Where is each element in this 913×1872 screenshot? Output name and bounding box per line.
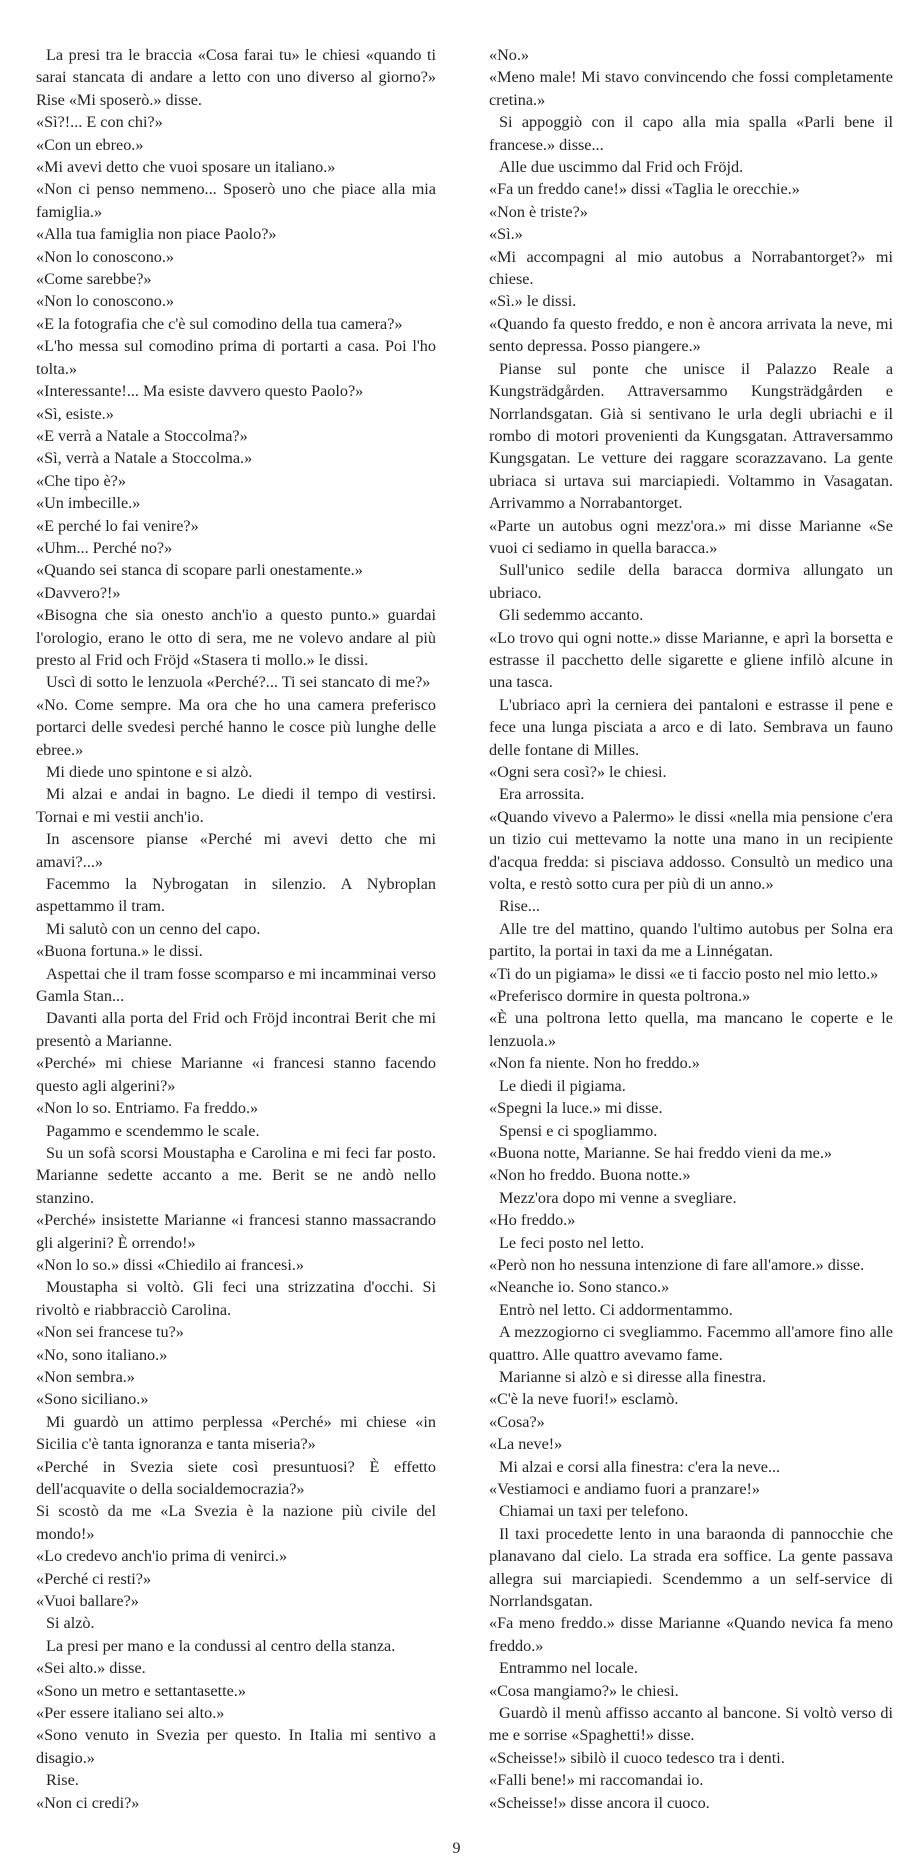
paragraph: «Non è triste?» [489, 202, 588, 221]
paragraph: «Sì?!... E con chi?» [36, 113, 163, 132]
paragraph: «La neve!» [489, 1435, 563, 1454]
paragraph: Pagammo e scendemmo le scale. [46, 1121, 260, 1140]
paragraph: «Sì.» [489, 225, 523, 244]
paragraph: La presi per mano e la condussi al centro della stanza. [46, 1636, 396, 1655]
paragraph: «E la fotografia che c'è sul comodino della tua camera?» [36, 314, 403, 333]
paragraph: Alle due uscimmo dal Frid och Fröjd. [499, 158, 744, 177]
paragraph: Marianne si alzò e si diresse alla finestra. [499, 1367, 766, 1386]
paragraph: «Non lo so.» dissi «Chiedilo ai francesi.» [36, 1255, 304, 1274]
paragraph: «Fa meno freddo.» disse Marianne «Quando nevica fa meno freddo.» [489, 1614, 893, 1655]
page-number: 9 [452, 1840, 461, 1857]
paragraph: Le feci posto nel letto. [499, 1233, 645, 1252]
paragraph: «Per essere italiano sei alto.» [36, 1704, 225, 1723]
paragraph: «Sei alto.» disse. [36, 1659, 146, 1678]
paragraph: «Ti do un pigiama» le dissi «e ti faccio posto nel mio letto.» [489, 964, 879, 983]
paragraph: «Sì.» le dissi. [489, 292, 577, 311]
paragraph: «Cosa?» [489, 1412, 545, 1431]
text-column-right [489, 44, 893, 1814]
paragraph: «Però non ho nessuna intenzione di fare all'amore.» disse. [489, 1255, 865, 1274]
paragraph: «Buona fortuna.» le dissi. [36, 942, 203, 961]
paragraph: «Un imbecille.» [36, 494, 141, 513]
paragraph: Le diedi il pigiama. [499, 1076, 626, 1095]
paragraph: Mezz'ora dopo mi venne a svegliare. [499, 1188, 737, 1207]
paragraph: «Parte un autobus ogni mezz'ora.» mi disse Marianne «Se vuoi ci sediamo in quella baracca.» [489, 516, 893, 557]
paragraph: Si scostò da me «La Svezia è la nazione più civile del mondo!» [36, 1502, 436, 1543]
paragraph: «No, sono italiano.» [36, 1345, 168, 1364]
paragraph: «Fa un freddo cane!» dissi «Taglia le orecchie.» [489, 180, 800, 199]
paragraph: «Scheisse!» sibilò il cuoco tedesco tra i denti. [489, 1748, 785, 1767]
paragraph: «Scheisse!» disse ancora il cuoco. [489, 1793, 710, 1812]
paragraph: «Alla tua famiglia non piace Paolo?» [36, 225, 277, 244]
paragraph: La presi tra le braccia «Cosa farai tu» le chiesi «quando ti sarai stancata di andare a letto con uno diverso al giorno?» Rise «Mi sposerò.» disse. [36, 46, 436, 109]
paragraph: «Perché» insistette Marianne «i francesi stanno massacrando gli algerini? È orrendo!» [36, 1211, 436, 1252]
paragraph: «È una poltrona letto quella, ma mancano le coperte e le lenzuola.» [489, 1009, 893, 1050]
paragraph: «E verrà a Natale a Stoccolma?» [36, 426, 248, 445]
paragraph: «Con un ebreo.» [36, 135, 144, 154]
paragraph: Su un sofà scorsi Moustapha e Carolina e mi feci far posto. Marianne sedette accanto a me. Berit se ne andò nello stanzino. [36, 1143, 436, 1207]
paragraph: «Bisogna che sia onesto anch'io a questo punto.» guardai l'orologio, erano le otto di sera, me ne volevo andare al più presto al Frid och Fröjd «Stasera ti mollo.» le dissi. [36, 606, 436, 669]
paragraph: In ascensore pianse «Perché mi avevi detto che mi amavi?...» [36, 830, 436, 871]
paragraph: Pianse sul ponte che unisce il Palazzo Reale a Kungsträdgården. Attraversammo Kungsträdgården e Norrlandsgatan. Già si sentivano le urla degli ubriachi e il rombo di motori provenienti da Kungsgatan. Attraversammo Kungsgatan. Le vetture dei raggare scorazzavano. La gente ubriaca si urtava sui marciapiedi. Voltammo in Vasagatan. Arrivammo a Norrabantorget. [489, 359, 893, 513]
paragraph: «Quando vivevo a Palermo» le dissi «nella mia pensione c'era un tizio cui mettevamo la notte una mano in un recipiente d'acqua fredda: si pisciava addosso. Consultò un medico una volta, e restò sotto cura per più di un anno.» [489, 807, 893, 894]
paragraph: «L'ho messa sul comodino prima di portarti a casa. Poi l'ho tolta.» [36, 337, 436, 378]
paragraph: Alle tre del mattino, quando l'ultimo autobus per Solna era partito, la portai in taxi da me a Linnégatan. [489, 919, 893, 961]
paragraph: «Non lo so. Entriamo. Fa freddo.» [36, 1099, 259, 1118]
paragraph: «Mi accompagni al mio autobus a Norrabantorget?» mi chiese. [489, 247, 893, 289]
paragraph: «Non ho freddo. Buona notte.» [489, 1166, 691, 1185]
paragraph: «Mi avevi detto che vuoi sposare un italiano.» [36, 158, 336, 177]
paragraph: «Lo trovo qui ogni notte.» disse Marianne, e aprì la borsetta e estrasse il pacchetto delle sigarette e gliene infilò alcune in una tasca. [489, 628, 893, 692]
paragraph: «Cosa mangiamo?» le chiesi. [489, 1681, 679, 1700]
paragraph: «E perché lo fai venire?» [36, 516, 199, 535]
paragraph: «Non ci penso nemmeno... Sposerò uno che piace alla mia famiglia.» [36, 180, 436, 221]
paragraph: Rise. [46, 1771, 79, 1790]
paragraph: Gli sedemmo accanto. [499, 606, 644, 625]
paragraph: Davanti alla porta del Frid och Fröjd incontrai Berit che mi presentò a Marianne. [36, 1009, 436, 1050]
paragraph: «Perché in Svezia siete così presuntuosi? È effetto dell'acquavite o della socialdemocrazia?» [36, 1457, 436, 1498]
paragraph: Mi salutò con un cenno del capo. [46, 919, 261, 938]
text-column-left [36, 44, 436, 1814]
paragraph: «Vestiamoci e andiamo fuori a pranzare!» [489, 1480, 761, 1498]
paragraph: «Che tipo è?» [36, 471, 126, 490]
paragraph: «Sì, esiste.» [36, 404, 114, 423]
paragraph: «Come sarebbe?» [36, 270, 152, 289]
paragraph: «Falli bene!» mi raccomandai io. [489, 1771, 704, 1790]
paragraph: «Perché ci resti?» [36, 1569, 152, 1588]
paragraph: «Quando fa questo freddo, e non è ancora arrivata la neve, mi sento depressa. Posso piangere.» [489, 314, 893, 356]
paragraph: Si alzò. [46, 1614, 95, 1633]
paragraph: Facemmo la Nybrogatan in silenzio. A Nybroplan aspettammo il tram. [36, 875, 436, 916]
paragraph: «No.» [489, 46, 530, 64]
paragraph: «Interessante!... Ma esiste davvero questo Paolo?» [36, 382, 364, 401]
paragraph: «Non lo conoscono.» [36, 292, 175, 311]
paragraph: «Quando sei stanca di scopare parli onestamente.» [36, 561, 363, 580]
paragraph: «Uhm... Perché no?» [36, 538, 173, 557]
paragraph: «C'è la neve fuori!» esclamò. [489, 1390, 679, 1409]
paragraph: «Non fa niente. Non ho freddo.» [489, 1054, 700, 1073]
paragraph: «Sono un metro e settantasette.» [36, 1681, 246, 1700]
paragraph: «Non sembra.» [36, 1367, 135, 1386]
paragraph: «Ogni sera così?» le chiesi. [489, 763, 667, 781]
paragraph: «Davvero?!» [36, 583, 121, 602]
paragraph: Guardò il menù affisso accanto al bancone. Si voltò verso di me e sorrise «Spaghetti!» disse. [489, 1704, 893, 1745]
paragraph: Mi diede uno spintone e si alzò. [46, 763, 253, 781]
paragraph: Rise... [499, 897, 540, 916]
paragraph: «No. Come sempre. Ma ora che ho una camera preferisco portarci delle svedesi perché hanno le cosce più lunghe delle ebree.» [36, 695, 436, 759]
paragraph: «Buona notte, Marianne. Se hai freddo vieni da me.» [489, 1143, 832, 1162]
paragraph: «Spegni la luce.» mi disse. [489, 1099, 663, 1118]
paragraph: «Non lo conoscono.» [36, 247, 175, 266]
paragraph: «Sono siciliano.» [36, 1390, 149, 1409]
paragraph: «Neanche io. Sono stanco.» [489, 1278, 670, 1297]
paragraph: Uscì di sotto le lenzuola «Perché?... Ti sei stancato di me?» [46, 673, 431, 692]
paragraph: «Sì, verrà a Natale a Stoccolma.» [36, 449, 253, 468]
paragraph: Si appoggiò con il capo alla mia spalla «Parli bene il francese.» disse... [489, 113, 893, 154]
paragraph: L'ubriaco aprì la cerniera dei pantaloni e estrasse il pene e fece una lunga pisciata a arco e di lato. Sembrava un fauno delle fontane di Milles. [489, 695, 893, 759]
paragraph: Entrò nel letto. Ci addormentammo. [499, 1300, 733, 1319]
paragraph: Il taxi procedette lento in una baraonda di pannocchie che planavano dal cielo. La strada era soffice. La gente passava allegra sui marciapiedi. Scendemmo a un self-service di Norrlandsgatan. [489, 1524, 893, 1611]
paragraph: Era arrossita. [499, 785, 585, 804]
paragraph: Entrammo nel locale. [499, 1659, 638, 1678]
paragraph: Moustapha si voltò. Gli feci una strizzatina d'occhi. Si rivoltò e riabbracciò Carolina. [36, 1278, 436, 1319]
paragraph: «Ho freddo.» [489, 1211, 576, 1230]
paragraph: Mi guardò un attimo perplessa «Perché» mi chiese «in Sicilia c'è tanta ignoranza e tanta miseria?» [36, 1412, 436, 1454]
paragraph: «Lo credevo anch'io prima di venirci.» [36, 1547, 288, 1566]
paragraph: Mi alzai e corsi alla finestra: c'era la neve... [499, 1457, 781, 1476]
paragraph: «Preferisco dormire in questa poltrona.» [489, 987, 751, 1006]
paragraph: Spensi e ci spogliammo. [499, 1121, 658, 1140]
paragraph: «Non sei francese tu?» [36, 1323, 184, 1342]
paragraph: «Non ci credi?» [36, 1793, 140, 1812]
paragraph: A mezzogiorno ci svegliammo. Facemmo all'amore fino alle quattro. Alle quattro avevamo fame. [489, 1323, 893, 1364]
paragraph: Chiamai un taxi per telefono. [499, 1502, 689, 1521]
paragraph: «Sono venuto in Svezia per questo. In Italia mi sentivo a disagio.» [36, 1726, 436, 1767]
paragraph: «Vuoi ballare?» [36, 1592, 139, 1611]
paragraph: Mi alzai e andai in bagno. Le diedi il tempo di vestirsi. Tornai e mi vestii anch'io. [36, 785, 436, 826]
paragraph: Aspettai che il tram fosse scomparso e mi incamminai verso Gamla Stan... [36, 964, 436, 1006]
paragraph: «Meno male! Mi stavo convincendo che fossi completamente cretina.» [489, 68, 893, 109]
paragraph: «Perché» mi chiese Marianne «i francesi stanno facendo questo agli algerini?» [36, 1054, 436, 1095]
paragraph: Sull'unico sedile della baracca dormiva allungato un ubriaco. [489, 561, 893, 602]
